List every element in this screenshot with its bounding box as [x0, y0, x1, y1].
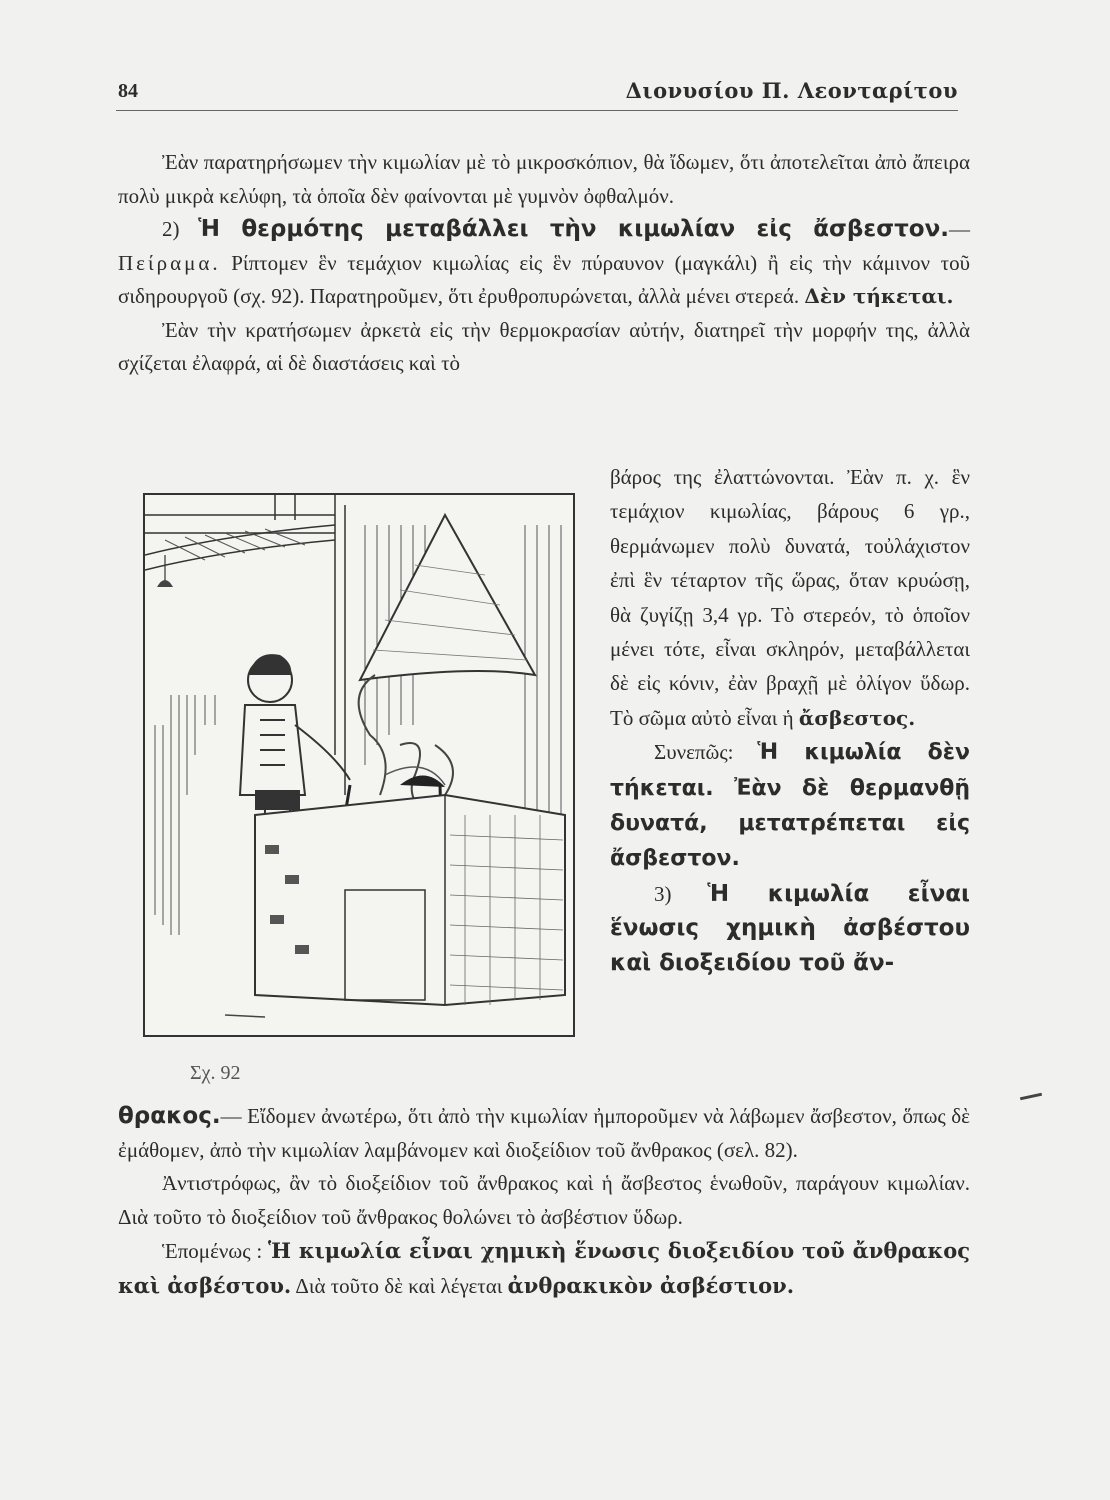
upper-text-block — [118, 146, 970, 381]
section-3-heading-end: θρακος. — [118, 1103, 221, 1129]
side-column-text: βάρος της ἐλαττώνονται. Ἐὰν π. χ. ἓν τεμάχιον κιμωλίας, βάρους 6 γρ., θερμάνωμεν πολὺ δυνατά, τοὐλάχιστον ἐπὶ ἓν τέταρτον τῆς ὥρας, ὅταν κρυώσῃ, θὰ ζυγίζῃ 3,4 γρ. Τὸ στερεόν, τὸ ὁποῖον μένει τότε, εἶναι σκληρόν, μεταβάλλεται δὲ εἰς κόνιν, ἐὰν βραχῇ μὲ ὀλίγον ὕδωρ. Τὸ σῶμα αὐτὸ εἶναι ἡ — [610, 465, 970, 730]
conclusion-bold: Ἡ κιμωλία δὲν τήκεται. Ἐὰν δὲ θερμανθῇ δυνατά, μετατρέπεται εἰς ἄσβεστον. — [610, 740, 971, 872]
final-label: Ἑπομένως : — [162, 1239, 263, 1263]
figure-frame — [143, 493, 575, 1037]
section-3-heading: Ἡ κιμωλία εἶναι ἕνωσις χημικὴ ἀσβέστου καὶ διοξειδίου τοῦ ἄν- — [610, 880, 971, 976]
stray-ink-mark — [1020, 1093, 1042, 1101]
section-2-dash: — — [949, 217, 970, 241]
header-rule — [116, 110, 958, 111]
side-column — [610, 460, 970, 980]
lower-text-block — [118, 1100, 970, 1303]
section-2-paragraph — [118, 213, 970, 314]
final-text: Διὰ τοῦτο δὲ καὶ λέγεται — [295, 1273, 503, 1298]
section-2-bold-end: Δὲν τήκεται. — [804, 284, 954, 308]
figure-92 — [143, 493, 573, 1063]
conclusion-paragraph — [610, 735, 970, 877]
section-2-number: 2) — [162, 217, 180, 241]
section-2-text: Ρίπτομεν ἓν τεμάχιον κιμωλίας εἰς ἓν πύραυνον (μαγκάλι) ἢ εἰς τὴν κάμινον τοῦ σιδηρουργοῦ (σχ. 92). Παρατηροῦμεν, ὅτι ἐρυθροπυρώνεται, ἀλλὰ μένει στερεά. — [118, 250, 970, 308]
running-head: Διονυσίου Π. Λεονταρίτου — [625, 78, 958, 103]
conclusion-label: Συνεπῶς: — [654, 740, 734, 765]
final-paragraph — [118, 1234, 970, 1303]
side-column-paragraph — [610, 460, 970, 735]
section-3-number: 3) — [654, 881, 672, 906]
section-2-heading: Ἡ θερμότης μεταβάλλει τὴν κιμωλίαν εἰς ἄσβεστον. — [198, 216, 949, 242]
section-3-paragraph — [610, 877, 970, 980]
section-3-text: Εἴδομεν ἀνωτέρω, ὅτι ἀπὸ τὴν κιμωλίαν ἠμποροῦμεν νὰ λάβωμεν ἄσβεστον, ὅπως δὲ ἐμάθομεν, ἀπὸ τὴν κιμωλίαν λαμβάνομεν καὶ διοξείδιον τοῦ ἄνθρακος (σελ. 82). — [118, 1104, 970, 1162]
figure-caption: Σχ. 92 — [190, 1062, 241, 1084]
page-number: 84 — [118, 80, 138, 102]
section-3-dash: — — [220, 1104, 242, 1128]
section-3-continuation — [118, 1100, 970, 1167]
paragraph-inversely: Ἀντιστρόφως, ἂν τὸ διοξείδιον τοῦ ἄνθρακος καὶ ἡ ἄσβεστος ἑνωθοῦν, παράγουν κιμωλίαν. Διὰ τοῦτο τὸ διοξείδιον τοῦ ἄνθρακος θολώνει τὸ ἀσβέστιον ὕδωρ. — [118, 1171, 970, 1229]
final-bold-end: ἀνθρακικὸν ἀσβέστιον. — [507, 1272, 795, 1298]
paragraph-microscope: Ἐὰν παρατηρήσωμεν τὴν κιμωλίαν μὲ τὸ μικροσκόπιον, θὰ ἴδωμεν, ὅτι ἀποτελεῖται ἀπὸ ἄπειρα πολὺ μικρὰ κελύφη, τὰ ὁποῖα δὲν φαίνονται μὲ γυμνὸν ὀφθαλμόν. — [118, 150, 970, 208]
illustration-boy-at-forge — [145, 495, 573, 1035]
asvestos-bold: ἄσβεστος. — [798, 705, 916, 730]
experiment-label: Πείραμα. — [118, 250, 221, 275]
final-bold: Ἡ κιμωλία εἶναι χημικὴ ἕνωσις διοξειδίου τοῦ ἄνθρακος καὶ ἀσβέστου. — [118, 1238, 970, 1298]
paragraph-heating: Ἐὰν τὴν κρατήσωμεν ἀρκετὰ εἰς τὴν θερμοκρασίαν αὐτήν, διατηρεῖ τὴν μορφήν της, ἀλλὰ σχίζεται ἐλαφρά, αἱ δὲ διαστάσεις καὶ τὸ — [118, 317, 970, 375]
